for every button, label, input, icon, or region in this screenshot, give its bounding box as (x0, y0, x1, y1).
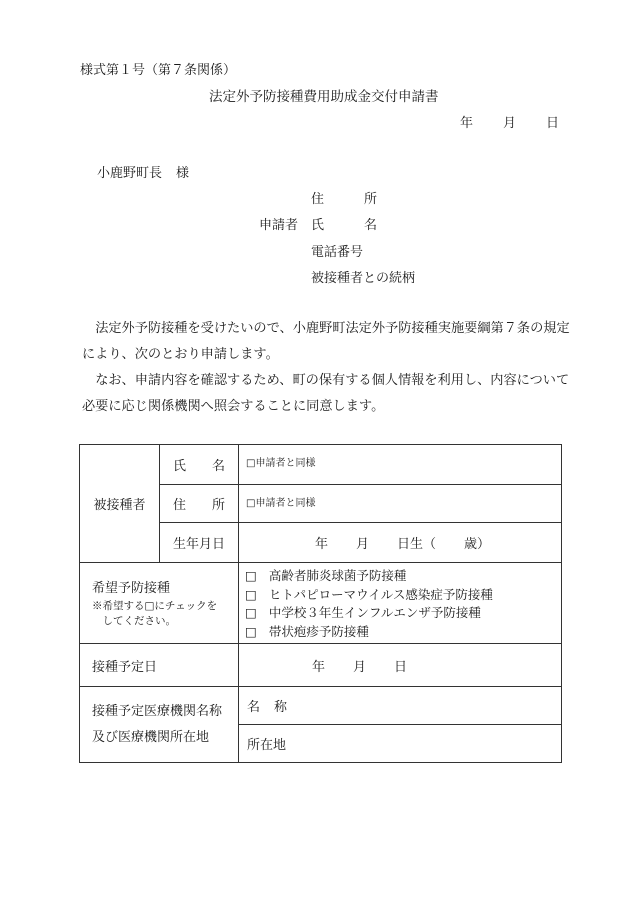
application-table (79, 444, 562, 763)
addressee-honorific: 様 (176, 166, 190, 181)
addressee (97, 167, 189, 180)
vaccine-options (239, 563, 562, 644)
date-day-label: 日 (546, 116, 560, 131)
institution-label: 接種予定医療機関名称 及び医療機関所在地 (80, 687, 239, 763)
birth-date-value[interactable]: 年 月 日生（ 歳） (239, 523, 562, 563)
same-as-applicant-checkbox[interactable]: □申請者と同様 (246, 458, 316, 469)
checkbox[interactable]: □ (245, 586, 257, 602)
submission-date (460, 117, 559, 130)
recipient-name-value[interactable] (239, 445, 562, 485)
vaccine-row (80, 563, 562, 644)
institution-address-field[interactable]: 所在地 (239, 725, 562, 763)
checkbox[interactable]: □ (245, 605, 257, 620)
form-number: 様式第１号（第７条関係） (80, 63, 237, 78)
recipient-address-label: 住 所 (160, 485, 239, 523)
document-title: 法定外予防接種費用助成金交付申請書 (209, 89, 439, 105)
consent-text (82, 316, 582, 420)
vaccine-option[interactable]: □ 帯状疱疹予防接種 (245, 623, 561, 642)
schedule-label: 接種予定日 (80, 644, 239, 687)
recipient-name-row (80, 445, 562, 485)
applicant-name-label: 氏 名 (311, 218, 378, 233)
vaccine-note: ※希望する□にチェックを してください。 (92, 600, 218, 627)
checkbox[interactable]: □ (245, 623, 257, 639)
vaccine-label: 希望予防接種 (92, 581, 171, 596)
schedule-value[interactable]: 年 月 日 (239, 644, 562, 687)
paragraph-1: 法定外予防接種を受けたいので、小鹿野町法定外予防接種実施要綱第７条の規定により、次のとおり申請します。 (82, 321, 570, 362)
recipient-address-value[interactable] (239, 485, 562, 523)
same-as-applicant-checkbox[interactable]: □申請者と同様 (246, 498, 316, 509)
vaccine-option[interactable]: □ 中学校３年生インフルエンザ予防接種 (245, 604, 561, 623)
addressee-name: 小鹿野町長 (97, 166, 163, 181)
vaccine-option[interactable]: □ 高齢者肺炎球菌予防接種 (245, 567, 561, 586)
schedule-row (80, 644, 562, 687)
paragraph-2: なお、申請内容を確認するため、町の保有する個人情報を利用し、内容について必要に応じ関係機関へ照会することに同意します。 (82, 373, 570, 414)
institution-name-row (80, 687, 562, 725)
birth-date-label: 生年月日 (160, 523, 239, 563)
date-month-label: 月 (503, 116, 517, 131)
applicant-address-label: 住 所 (311, 192, 378, 207)
applicant-relation-label: 被接種者との続柄 (311, 271, 416, 286)
vaccine-label-cell (80, 563, 239, 644)
recipient-name-label: 氏 名 (160, 445, 239, 485)
institution-name-field[interactable]: 名 称 (239, 687, 562, 725)
checkbox[interactable]: □ (245, 568, 257, 583)
vaccine-option[interactable]: □ ヒトパピローマウイルス感染症予防接種 (245, 586, 561, 605)
recipient-label: 被接種者 (80, 445, 160, 563)
applicant-phone-label: 電話番号 (311, 245, 364, 260)
date-year-label: 年 (460, 116, 474, 131)
applicant-label: 申請者 (259, 218, 299, 233)
